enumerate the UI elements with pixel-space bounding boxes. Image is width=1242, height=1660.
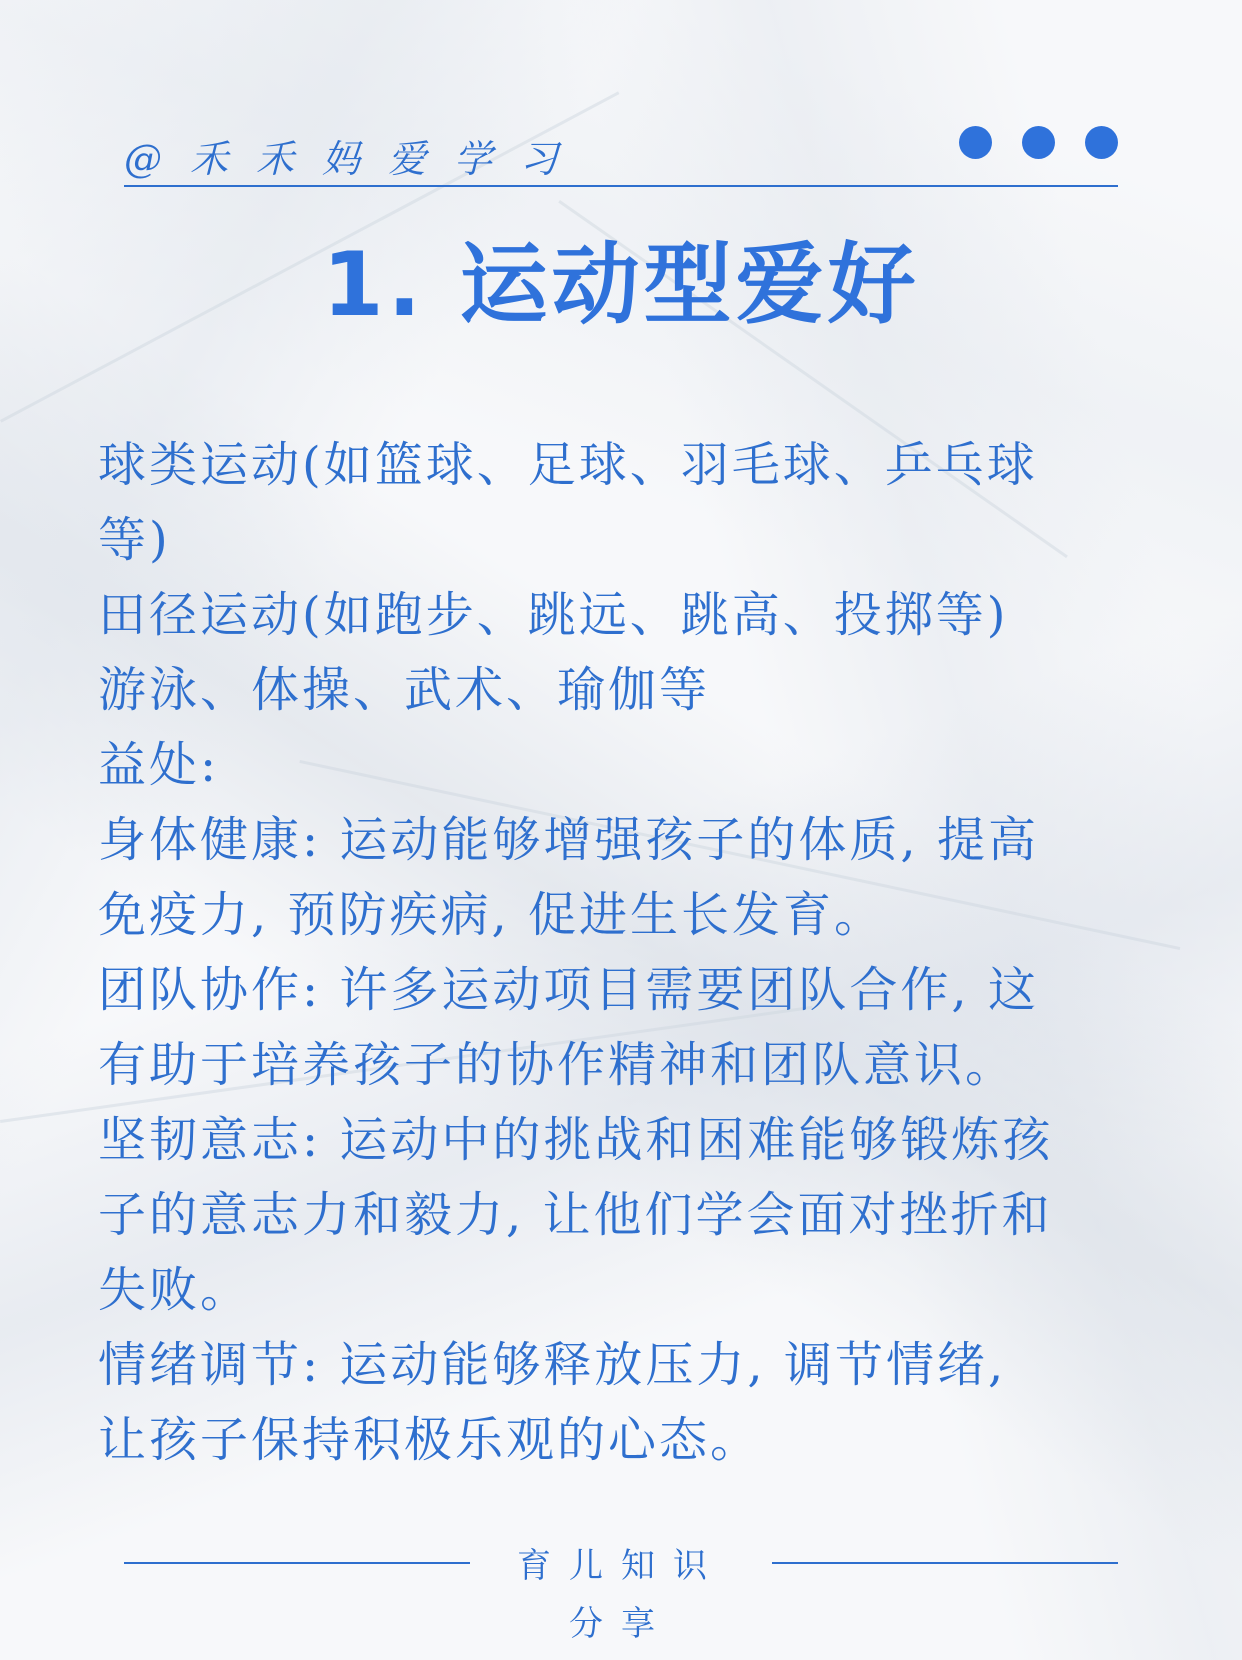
footer-caption-line2: 分享 — [569, 1604, 673, 1644]
content-line: 情绪调节: 运动能够释放压力, 调节情绪, — [98, 1337, 1007, 1393]
content-line: 球类运动(如篮球、足球、羽毛球、乒乓球 — [98, 437, 1038, 493]
header — [124, 118, 1118, 188]
content-line: 有助于培养孩子的协作精神和团队意识。 — [98, 1037, 1017, 1093]
content-line: 失败。 — [98, 1262, 252, 1318]
header-divider — [124, 185, 1118, 187]
author-handle: @禾禾妈爱学习 — [124, 137, 587, 181]
page-title: 1. 运动型爱好 — [322, 233, 920, 336]
dot-icon — [1085, 126, 1118, 159]
content-line: 游泳、体操、武术、瑜伽等 — [98, 662, 711, 718]
content-line: 子的意志力和毅力, 让他们学会面对挫折和 — [98, 1187, 1053, 1243]
menu-dots-icon — [959, 126, 1118, 159]
content-line: 团队协作: 许多运动项目需要团队合作, 这 — [98, 962, 1039, 1018]
content-line: 坚韧意志: 运动中的挑战和困难能够锻炼孩 — [98, 1112, 1054, 1168]
dot-icon — [1022, 126, 1055, 159]
content-line: 田径运动(如跑步、跳远、跳高、投掷等) — [98, 587, 1009, 643]
footer-caption-line1: 育儿知识 — [517, 1546, 725, 1586]
content-line: 等) — [98, 512, 171, 568]
content-line: 让孩子保持积极乐观的心态。 — [98, 1412, 762, 1468]
content-line: 益处: — [98, 737, 220, 793]
dot-icon — [959, 126, 992, 159]
content-line: 身体健康: 运动能够增强孩子的体质, 提高 — [98, 812, 1039, 868]
content-body — [98, 428, 1178, 1478]
content-line: 免疫力, 预防疾病, 促进生长发育。 — [98, 887, 886, 943]
